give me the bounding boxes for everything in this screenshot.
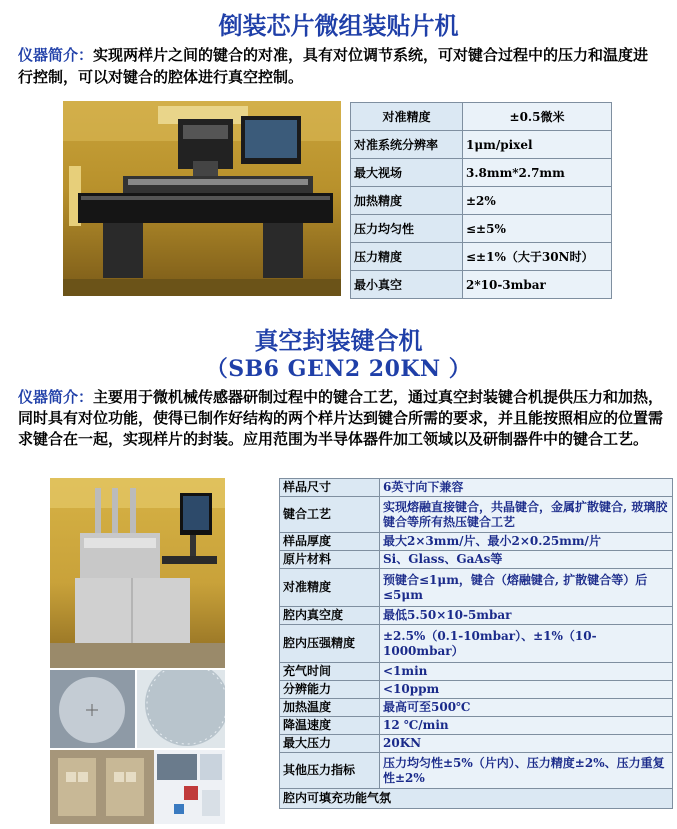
table-row xyxy=(280,551,673,569)
spec-key: 加热精度 xyxy=(351,187,463,215)
spec-key: 原片材料 xyxy=(280,551,380,569)
table-row xyxy=(351,187,612,215)
section1-title: 倒装芯片微组装贴片机 xyxy=(218,12,459,40)
spec-value: ±2% xyxy=(463,187,612,215)
vacuum-bonder-photo xyxy=(50,478,225,668)
section2-title: 真空封装键合机 xyxy=(254,327,423,355)
test-structure-photo xyxy=(50,750,154,824)
spec-value: 6英寸向下兼容 xyxy=(380,479,673,497)
spec-value: ±0.5微米 xyxy=(463,103,612,131)
spec-key: 充气时间 xyxy=(280,663,380,681)
table-row xyxy=(351,243,612,271)
software-screen-photo xyxy=(154,750,225,824)
spec-value: ≤±5% xyxy=(463,215,612,243)
spec-value: 最大2×3mm/片、最小2×0.25mm/片 xyxy=(380,533,673,551)
table-row xyxy=(280,533,673,551)
spec-value: ±2.5%（0.1-10mbar）、±1%（10-1000mbar） xyxy=(380,625,673,663)
table-row xyxy=(280,681,673,699)
spec-key: 对准精度 xyxy=(280,569,380,607)
spec-key: 分辨能力 xyxy=(280,681,380,699)
spec-key: 对准系统分辨率 xyxy=(351,131,463,159)
section2-spec-table xyxy=(279,478,673,809)
spec-value: 2*10-3mbar xyxy=(463,271,612,299)
spec-key: 其他压力指标 xyxy=(280,753,380,789)
spec-value: 压力均匀性±5%（片内）、压力精度±2%、压力重复性±2% xyxy=(380,753,673,789)
spec-value: ≤±1%（大于30N时） xyxy=(463,243,612,271)
table-row xyxy=(280,789,673,809)
wafer-photo xyxy=(50,670,135,748)
spec-value: 1μm/pixel xyxy=(463,131,612,159)
spec-key: 最小真空 xyxy=(351,271,463,299)
table-row xyxy=(351,131,612,159)
table-row xyxy=(351,159,612,187)
spec-key: 键合工艺 xyxy=(280,497,380,533)
table-row xyxy=(280,497,673,533)
table-row xyxy=(351,271,612,299)
section2-intro xyxy=(18,387,668,450)
section1-intro xyxy=(18,44,663,88)
table-row xyxy=(280,479,673,497)
spec-value: 实现熔融直接键合，共晶键合，金属扩散键合, 玻璃胶键合等所有热压键合工艺 xyxy=(380,497,673,533)
section1-spec-table xyxy=(350,102,612,299)
spec-footer-row: 腔内可填充功能气氛 xyxy=(280,789,673,809)
section2-intro-label: 仪器简介： xyxy=(18,388,94,406)
section1-intro-label: 仪器简介： xyxy=(18,46,94,64)
table-row xyxy=(351,215,612,243)
spec-value: 预键合≤1μm，键合（熔融键合, 扩散键合等）后≤5μm xyxy=(380,569,673,607)
spec-value: 20KN xyxy=(380,735,673,753)
spec-key: 最大压力 xyxy=(280,735,380,753)
spec-value: 最高可至500℃ xyxy=(380,699,673,717)
table-row xyxy=(280,569,673,607)
table-row xyxy=(280,699,673,717)
spec-key: 压力精度 xyxy=(351,243,463,271)
bonded-wafer-photo xyxy=(137,670,225,748)
spec-value: <10ppm xyxy=(380,681,673,699)
table-row xyxy=(280,735,673,753)
spec-key: 腔内真空度 xyxy=(280,607,380,625)
spec-value: 最低5.50×10-5mbar xyxy=(380,607,673,625)
table-row xyxy=(280,663,673,681)
table-row xyxy=(280,753,673,789)
spec-key: 样品厚度 xyxy=(280,533,380,551)
spec-value: Si、Glass、GaAs等 xyxy=(380,551,673,569)
spec-key: 降温速度 xyxy=(280,717,380,735)
spec-key: 压力均匀性 xyxy=(351,215,463,243)
table-row xyxy=(280,717,673,735)
flip-chip-bonder-photo xyxy=(63,101,341,296)
section1-intro-text: 实现两样片之间的键合的对准，具有对位调节系统，可对键合过程中的压力和温度进行控制，可以对键合的腔体进行真空控制。 xyxy=(18,46,649,86)
spec-key: 样品尺寸 xyxy=(280,479,380,497)
spec-key: 腔内压强精度 xyxy=(280,625,380,663)
section2-intro-text: 主要用于微机械传感器研制过程中的键合工艺，通过真空封装键合机提供压力和加热，同时具有对位功能，使得已制作好结构的两个样片达到键合所需的要求，并且能按照相应的位置需求键合在一起，实现样片的封装。应用范围为半导体器件加工领域以及研制器件中的键合工艺。 xyxy=(18,388,664,448)
spec-value: 12 ℃/min xyxy=(380,717,673,735)
table-row xyxy=(351,103,612,131)
section2-subtitle: （SB6 GEN2 20KN ） xyxy=(205,356,472,382)
spec-key: 最大视场 xyxy=(351,159,463,187)
spec-value: <1min xyxy=(380,663,673,681)
spec-key: 对准精度 xyxy=(351,103,463,131)
table-row xyxy=(280,625,673,663)
table-row xyxy=(280,607,673,625)
spec-value: 3.8mm*2.7mm xyxy=(463,159,612,187)
spec-key: 加热温度 xyxy=(280,699,380,717)
